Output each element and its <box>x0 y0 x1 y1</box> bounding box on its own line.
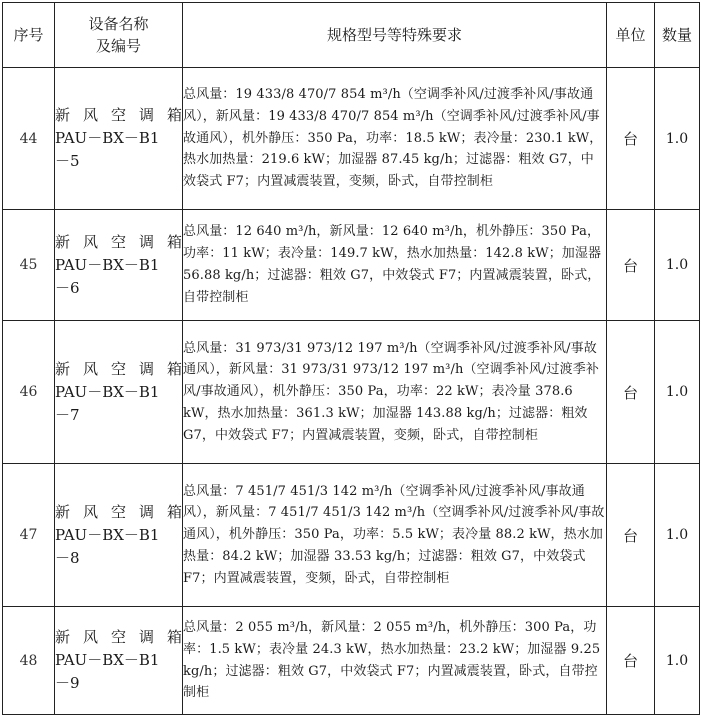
row-spec: 总风量：19 433/8 470/7 854 m³/h（空调季补风/过渡季补风/事故通风），新风量：19 433/8 470/7 854 m³/h（空调季补风/过渡季补风/事故通风），机外静压：350 Pa，功率：18.5 kW；表冷量：230.1 kW，热水加热量：219.6 kW；加湿器 87.45 kg/h；过滤器：粗效 G7，中效袋式 F7；内置减震装置，变频，卧式，自带控制柜 <box>183 68 607 210</box>
header-spec: 规格型号等特殊要求 <box>183 3 607 68</box>
row-unit: 台 <box>607 68 655 210</box>
header-row <box>3 3 700 68</box>
row-qty: 1.0 <box>655 321 700 464</box>
header-name-line2: 及编号 <box>95 37 141 55</box>
row-seq: 48 <box>3 607 55 715</box>
device-name-line: 新风空调箱 <box>55 359 182 378</box>
device-name-line: 新风空调箱 <box>55 502 182 521</box>
header-name <box>55 3 183 68</box>
row-seq: 45 <box>3 210 55 321</box>
row-spec: 总风量：2 055 m³/h，新风量：2 055 m³/h，机外静压：300 Pa，功率：1.5 kW；表冷量 24.3 kW，热水加热量：23.2 kW；加湿器 9.25 kg/h；过滤器：粗效 G7，中效袋式 F7；内置减震装置，卧式，自带控制柜 <box>183 607 607 715</box>
device-name-line: 新风空调箱 <box>55 106 182 124</box>
equipment-spec-table <box>2 2 700 715</box>
row-device-name <box>55 210 183 321</box>
device-code-line: PAU－BX－B1 <box>55 255 160 274</box>
device-code-line: PAU－BX－B1 <box>55 525 160 544</box>
table-row <box>3 68 700 210</box>
row-unit: 台 <box>607 321 655 464</box>
table-row <box>3 321 700 464</box>
device-code-suffix: －8 <box>55 548 80 567</box>
device-code-suffix: －7 <box>55 405 80 424</box>
device-name-line: 新风空调箱 <box>55 232 182 251</box>
row-qty: 1.0 <box>655 607 700 715</box>
device-code-suffix: －9 <box>55 674 80 692</box>
row-qty: 1.0 <box>655 210 700 321</box>
row-qty: 1.0 <box>655 68 700 210</box>
header-unit: 单位 <box>607 3 655 68</box>
table-row <box>3 607 700 715</box>
row-device-name <box>55 321 183 464</box>
row-device-name <box>55 68 183 210</box>
header-seq: 序号 <box>3 3 55 68</box>
table-row <box>3 210 700 321</box>
header-name-line1: 设备名称 <box>88 15 149 33</box>
header-qty: 数量 <box>655 3 700 68</box>
row-unit: 台 <box>607 464 655 607</box>
row-seq: 47 <box>3 464 55 607</box>
row-device-name <box>55 607 183 715</box>
row-seq: 44 <box>3 68 55 210</box>
table-row <box>3 464 700 607</box>
device-name-line: 新风空调箱 <box>55 628 182 646</box>
row-qty: 1.0 <box>655 464 700 607</box>
row-spec: 总风量：12 640 m³/h，新风量：12 640 m³/h，机外静压：350 Pa，功率：11 kW；表冷量：149.7 kW，热水加热量：142.8 kW；加湿器 56.88 kg/h；过滤器：粗效 G7，中效袋式 F7；内置减震装置，卧式，自带控制柜 <box>183 210 607 321</box>
device-code-suffix: －6 <box>55 278 80 297</box>
row-unit: 台 <box>607 210 655 321</box>
row-device-name <box>55 464 183 607</box>
device-code-suffix: －5 <box>55 152 80 170</box>
row-seq: 46 <box>3 321 55 464</box>
device-code-line: PAU－BX－B1 <box>55 651 160 669</box>
row-spec: 总风量：7 451/7 451/3 142 m³/h（空调季补风/过渡季补风/事故通风），新风量：7 451/7 451/3 142 m³/h（空调季补风/过渡季补风/事故通风），机外静压：350 Pa，功率：5.5 kW；表冷量 88.2 kW，热水加热量：84.2 kW；加湿器 33.53 kg/h；过滤器：粗效 G7，中效袋式 F7；内置减震装置，变频，卧式，自带控制柜 <box>183 464 607 607</box>
row-spec: 总风量：31 973/31 973/12 197 m³/h（空调季补风/过渡季补风/事故通风），新风量：31 973/31 973/12 197 m³/h（空调季补风/过渡季补风/事故通风），机外静压：350 Pa，功率：22 kW；表冷量 378.6 kW，热水加热量：361.3 kW；加湿器 143.88 kg/h；过滤器：粗效 G7，中效袋式 F7；内置减震装置，变频，卧式，自带控制柜 <box>183 321 607 464</box>
device-code-line: PAU－BX－B1 <box>55 129 160 147</box>
device-code-line: PAU－BX－B1 <box>55 382 160 401</box>
row-unit: 台 <box>607 607 655 715</box>
